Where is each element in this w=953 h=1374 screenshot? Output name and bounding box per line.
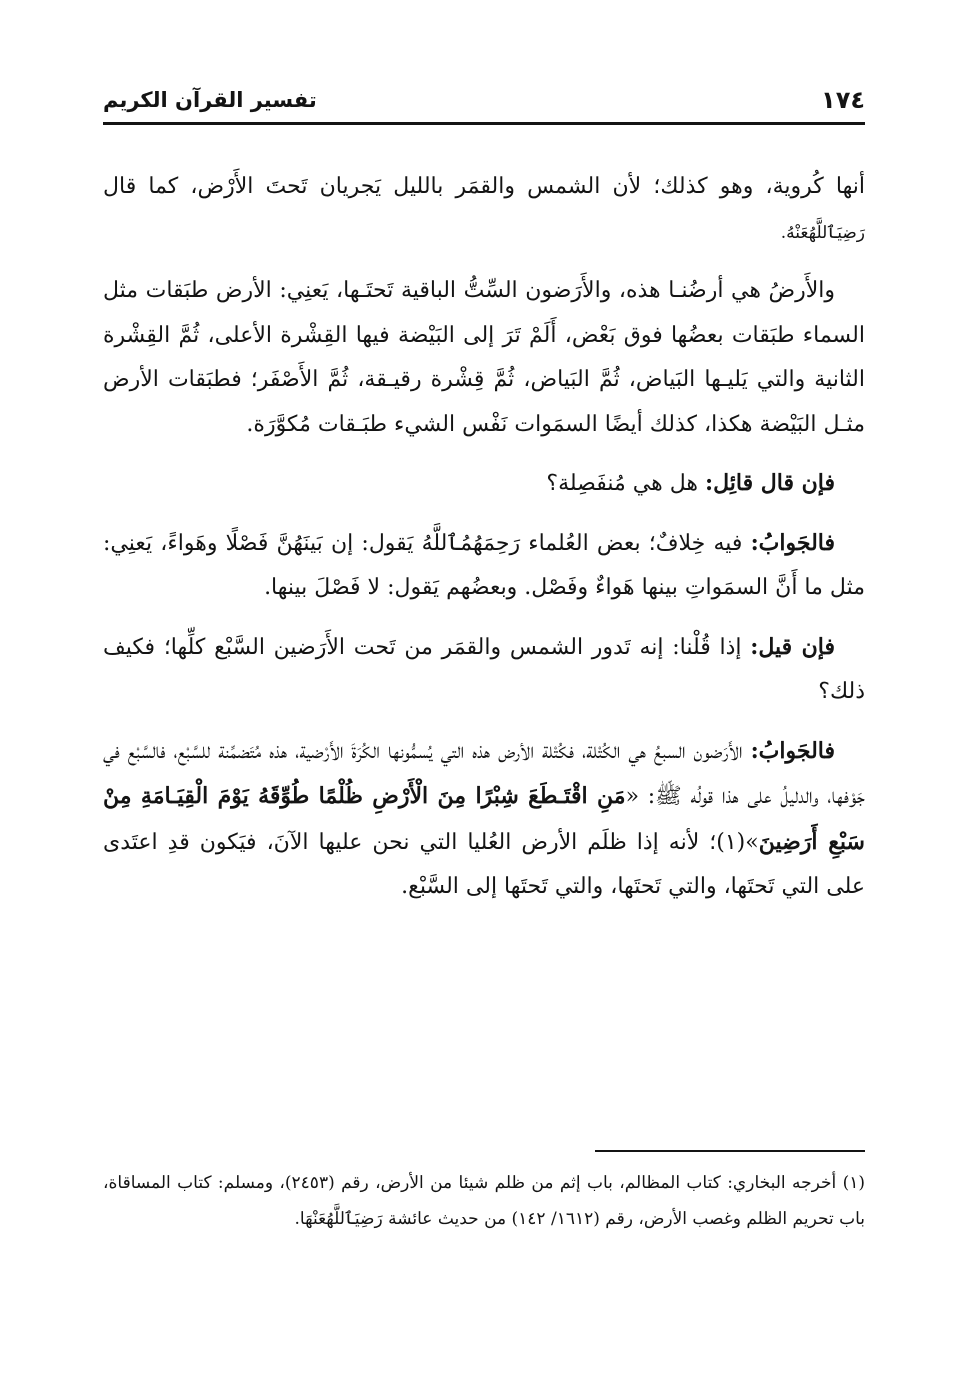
question-2-lead: فإن قيل: — [750, 633, 835, 660]
answer-2-lead: فالجَوابُ: — [750, 737, 835, 764]
paragraph-2: والأَرضُ هي أرضُنـا هذه، والأَرَضون السِّتُّ الباقية تَحتَـها، يَعنِي: الأرض طبَقات مثل السماء طبَقات بعضُها فوق بَعْض، أَلَمْ تَرَ إلى البَيْضة فيها القِشْرة الأعلى، ثُمَّ القِشْرة الثانية والتي يَليـها البَياض، ثُمَّ البَياض، ثُمَّ قِشْرة رقيـقة، ثُمَّ الأَصْفَر؛ فطبَقات الأرض مثـل البَيْضة هكذا، كذلك أيضًا السمَوات نَفْس الشيء طبَـقات مُكوَّرَة. — [103, 278, 865, 437]
question-1-text: هل هي مُنفَصِلة؟ — [546, 471, 705, 496]
footnote — [103, 1165, 865, 1237]
honorific-radiallahu-anha: رَضِيَٱللَّهُعَنْهَا. — [294, 1209, 383, 1229]
book-title: تفسير القرآن الكريم — [103, 88, 317, 112]
answer-2-text-2: ؛ لأنه إذا ظلَم الأرض العُليا التي نحن عليها الآنَ، فيَكون قدِ اعتَدى على التي تَحتَها، والتي تَحتَها، والتي تَحتَها إلى السَّبْع. — [103, 829, 865, 899]
main-text — [103, 165, 865, 910]
paragraph-1-text: أنها كُروية، وهو كذلك؛ لأن الشمس والقمَر بالليل يَجريان تَحتَ الأَرْض، كما قال — [103, 174, 865, 199]
question-2-text: إذا قُلْنا: إنه تَدور الشمس والقمَر من تَحت الأَرَضين السَّبْع كلِّها؛ فكيف ذلك؟ — [103, 634, 865, 704]
footnote-rule — [595, 1150, 865, 1152]
footnote-1-text: (١) أخرجه البخاري: كتاب المظالم، باب إثم من ظلم شيئا من الأرض، رقم (٢٤٥٣)، ومسلم: كتاب المساقاة، باب تحريم الظلم وغصب الأرض، رقم (١٦١٢/ ١٤٢) من حديث عائشة — [103, 1173, 865, 1229]
footnote-reference: »(١) — [716, 829, 759, 855]
page-number: ١٧٤ — [821, 86, 865, 114]
header-rule — [103, 122, 865, 125]
answer-2-text-1: الأَرَضون السبعُ هي الكُتْلة، فكُتْلة الأرض هذه التي يُسمُّونها الكُرَةَ الأَرْضية، هذه مُتَضمِّنة للسَّبْع، فالسَّبْع في جَوْفها، والدليلُ على هذا قولُه ﷺ: « — [103, 738, 865, 809]
page-header — [103, 86, 865, 126]
answer-2 — [103, 729, 865, 910]
answer-1-lead: فالجَوابُ: — [750, 529, 835, 556]
answer-1-text: فيه خِلافٌ؛ بعض العُلماء رَحِمَهُمُٱللَّهُ يَقول: إن بَينَهُنَّ فَصْلًا وهَواءً، يَعنِي: مثل ما أَنَّ السمَواتِ بينها هَواءٌ وفَصْل. وبعضُهم يَقول: لا فَصْلَ بينها. — [103, 530, 865, 600]
paragraph-1 — [103, 165, 865, 255]
question-1-lead: فإن قال قائِل: — [704, 470, 835, 496]
hadith-quote: مَنِ اقْتَـطَعَ شِبْرًا مِنَ الْأَرْضِ ظُلْمًا طُوِّقَهُ يَوْمَ الْقِيَـامَةِ مِنْ سَبْعِ أَرَضِينَ — [103, 783, 865, 855]
answer-1 — [103, 521, 865, 611]
question-1 — [103, 461, 865, 507]
footnote-1 — [103, 1165, 865, 1237]
honorific-radiallahu-anhu: رَضِيَٱللَّهُعَنْهُ. — [780, 222, 865, 243]
question-2 — [103, 625, 865, 715]
